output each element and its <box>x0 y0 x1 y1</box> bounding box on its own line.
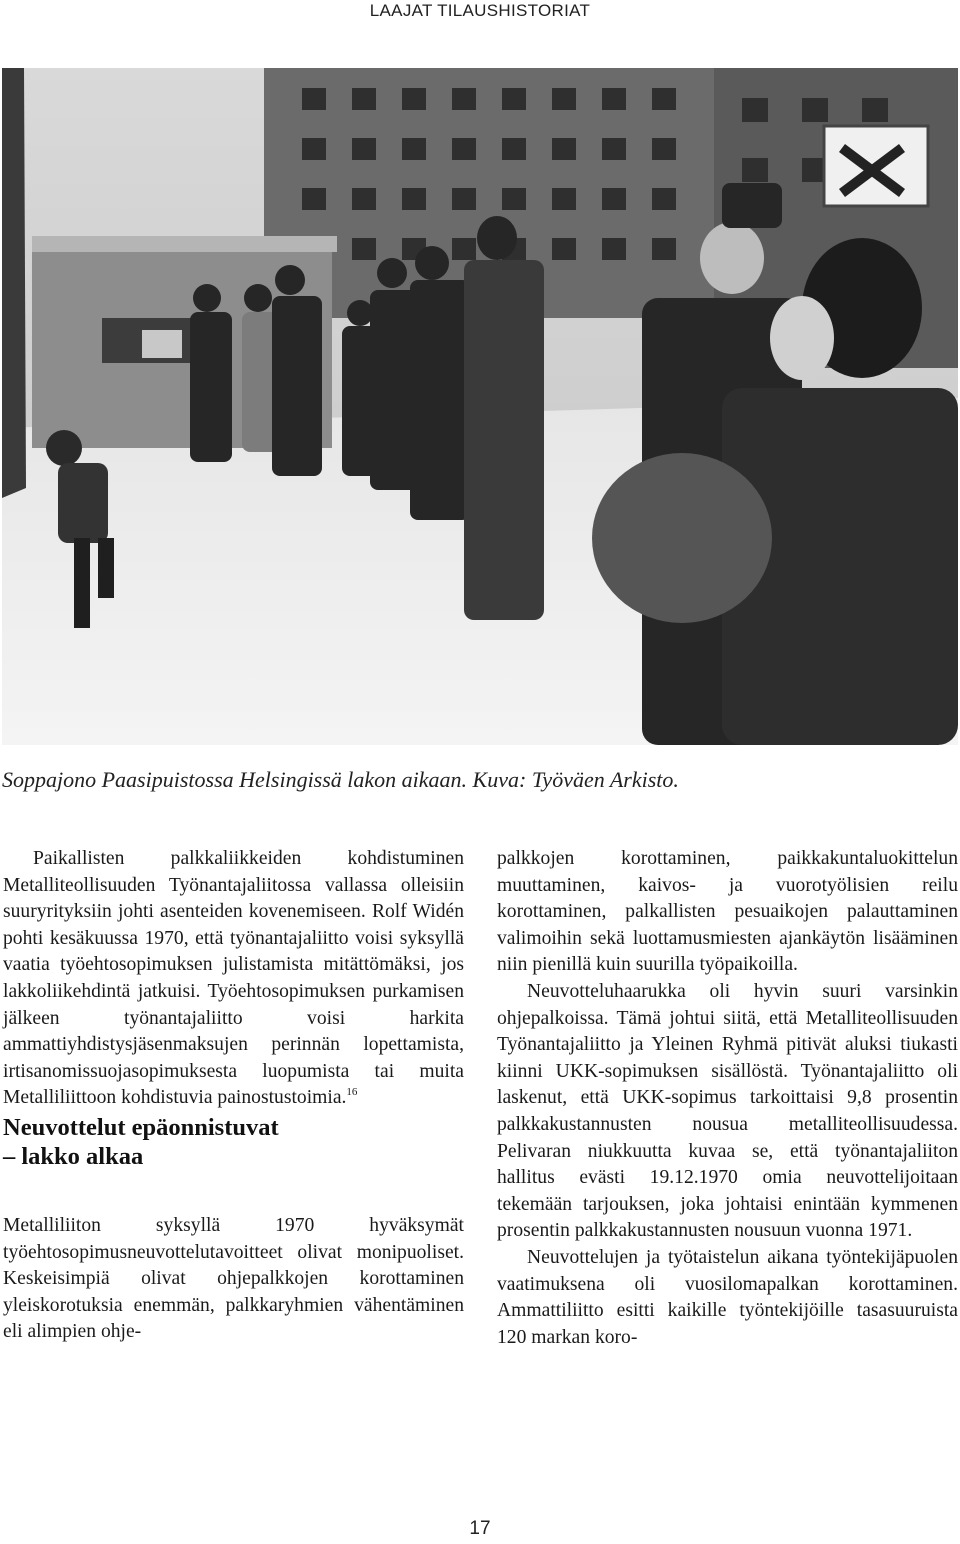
paragraph: palkkojen korottaminen, paikkakuntaluokittelun muuttaminen, kaivos- ja vuorotyölisien reilu korottaminen, palkallisten pesuaikojen palauttaminen valimoihin sekä luottamusmiesten ajankäytön lisääminen niin pienillä kuin suurilla työpaikoilla. <box>497 848 958 976</box>
right-column <box>497 846 958 1351</box>
section-heading <box>3 1113 464 1171</box>
heading-line: Neuvottelut epäonnistuvat <box>3 1114 279 1141</box>
soup-queue-photo <box>2 68 958 745</box>
page-number: 17 <box>469 1518 491 1539</box>
paragraph: Neuvottelujen ja työtaistelun aikana työntekijäpuolen vaatimuksena oli vuosilomapalkan korottaminen. Ammattiliitto esitti kaikille työntekijöille tasasuuruista 120 markan koro- <box>497 1246 958 1348</box>
footnote-marker: 16 <box>346 1086 358 1099</box>
photo-illustration <box>2 68 958 745</box>
heading-line: – lakko alkaa <box>3 1143 144 1170</box>
paragraph-text: Paikallisten palkkaliikkeiden kohdistuminen Metalliteollisuuden Työnantajaliitossa vallassa olleisiin suuryrityksiin johti asenteiden kovenemiseen. Rolf Widén pohti kesäkuussa 1970, että työnantajaliitto voisi syksyllä vaatia työehtosopimuksen julistamista mitättömäksi, jos lakkoliikehdintä jatkuisi. Työehtosopimuksen purkamisen jälkeen työnantajaliitto voisi harkita ammattiyhdistysjäsenmaksujen perinnän lopettamista, irtisanomissuojasopimuksesta luopumista tai muita Metalliliittoon kohdistuvia painostustoimia. <box>3 848 464 1109</box>
paragraph: Metalliliiton syksyllä 1970 hyväksymät työehtosopimusneuvottelutavoitteet olivat monipuoliset. Keskeisimpiä olivat ohjepalkkojen korottaminen yleiskorotuksia enemmän, palkkaryhmien vähentäminen eli alimpien ohje- <box>3 1215 464 1343</box>
photo-caption: Soppajono Paasipuistossa Helsingissä lakon aikaan. Kuva: Työväen Arkisto. <box>2 767 679 792</box>
section-block <box>3 1113 464 1346</box>
paragraph: Neuvotteluhaarukka oli hyvin suuri varsinkin ohjepalkoissa. Tämä johtui siitä, että Metalliteollisuuden Työnantajaliitto ja Yleinen Ryhmä pitivät aluksi tiukasti kiinni UKK-sopimuksen sisällöstä. Työnantajaliitto oli laskenut, että UKK-sopimus tarkoittaisi 9,8 prosentin palkkakustannusten nousua metalliteollisuudessa. Pelivaran niukkuutta kuvaa se, että työnantajaliiton hallitus evästi 19.12.1970 omia neuvottelijoitaan tekemään tarjouksen, joka johtaisi enintään kymmenen prosentin palkkakustannusten nousuun vuonna 1971. <box>497 980 958 1242</box>
running-header: LAAJAT TILAUSHISTORIAT <box>369 1 591 20</box>
